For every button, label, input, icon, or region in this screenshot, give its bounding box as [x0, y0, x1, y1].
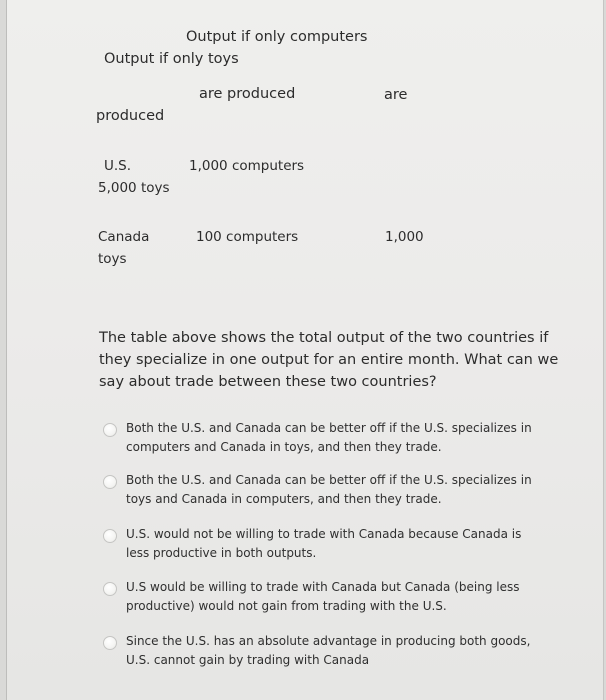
table-header-computers-suffix: are produced [199, 86, 296, 102]
question-panel [6, 0, 604, 700]
answer-option-1-label[interactable]: Both the U.S. and Canada can be better off if the U.S. specializes in computers and Canada in toys, and then they trade. [126, 421, 532, 454]
answer-option-2-label[interactable]: Both the U.S. and Canada can be better off if the U.S. specializes in toys and Canada in computers, and then they trade. [126, 473, 532, 506]
radio-button-2[interactable] [103, 475, 117, 489]
radio-button-3[interactable] [103, 529, 117, 543]
table-cell-us-toys: 5,000 toys [98, 180, 170, 196]
table-cell-canada-toys-value: 1,000 [385, 229, 424, 245]
radio-button-4[interactable] [103, 582, 117, 596]
table-cell-canada-country: Canada [98, 229, 150, 245]
table-cell-canada-toys-unit: toys [98, 251, 127, 267]
answer-option-2[interactable] [103, 471, 533, 509]
table-header-toys-suffix: are [384, 87, 408, 103]
answer-option-5-label[interactable]: Since the U.S. has an absolute advantage in producing both goods, U.S. cannot gain by trading with Canada [126, 634, 531, 667]
table-cell-us-country: U.S. [104, 158, 132, 174]
answer-option-5[interactable] [103, 632, 533, 670]
table-header-computers: Output if only computers [186, 29, 368, 45]
answer-option-1[interactable] [103, 419, 533, 457]
table-cell-us-computers: 1,000 computers [189, 158, 305, 174]
answer-option-3-label[interactable]: U.S. would not be willing to trade with Canada because Canada is less productive in both outputs. [126, 527, 522, 560]
answer-option-4-label[interactable]: U.S would be willing to trade with Canada but Canada (being less productive) would not gain from trading with the U.S. [126, 580, 520, 613]
table-cell-canada-computers: 100 computers [196, 229, 299, 245]
radio-button-1[interactable] [103, 423, 117, 437]
radio-button-5[interactable] [103, 636, 117, 650]
question-text: The table above shows the total output of the two countries if they specialize in one output for an entire month. What can we say about trade between these two countries? [99, 330, 559, 390]
answer-option-3[interactable] [103, 525, 533, 563]
answer-option-4[interactable] [103, 578, 533, 616]
table-row-header-suffix: produced [96, 108, 165, 124]
table-header-toys: Output if only toys [104, 51, 239, 67]
